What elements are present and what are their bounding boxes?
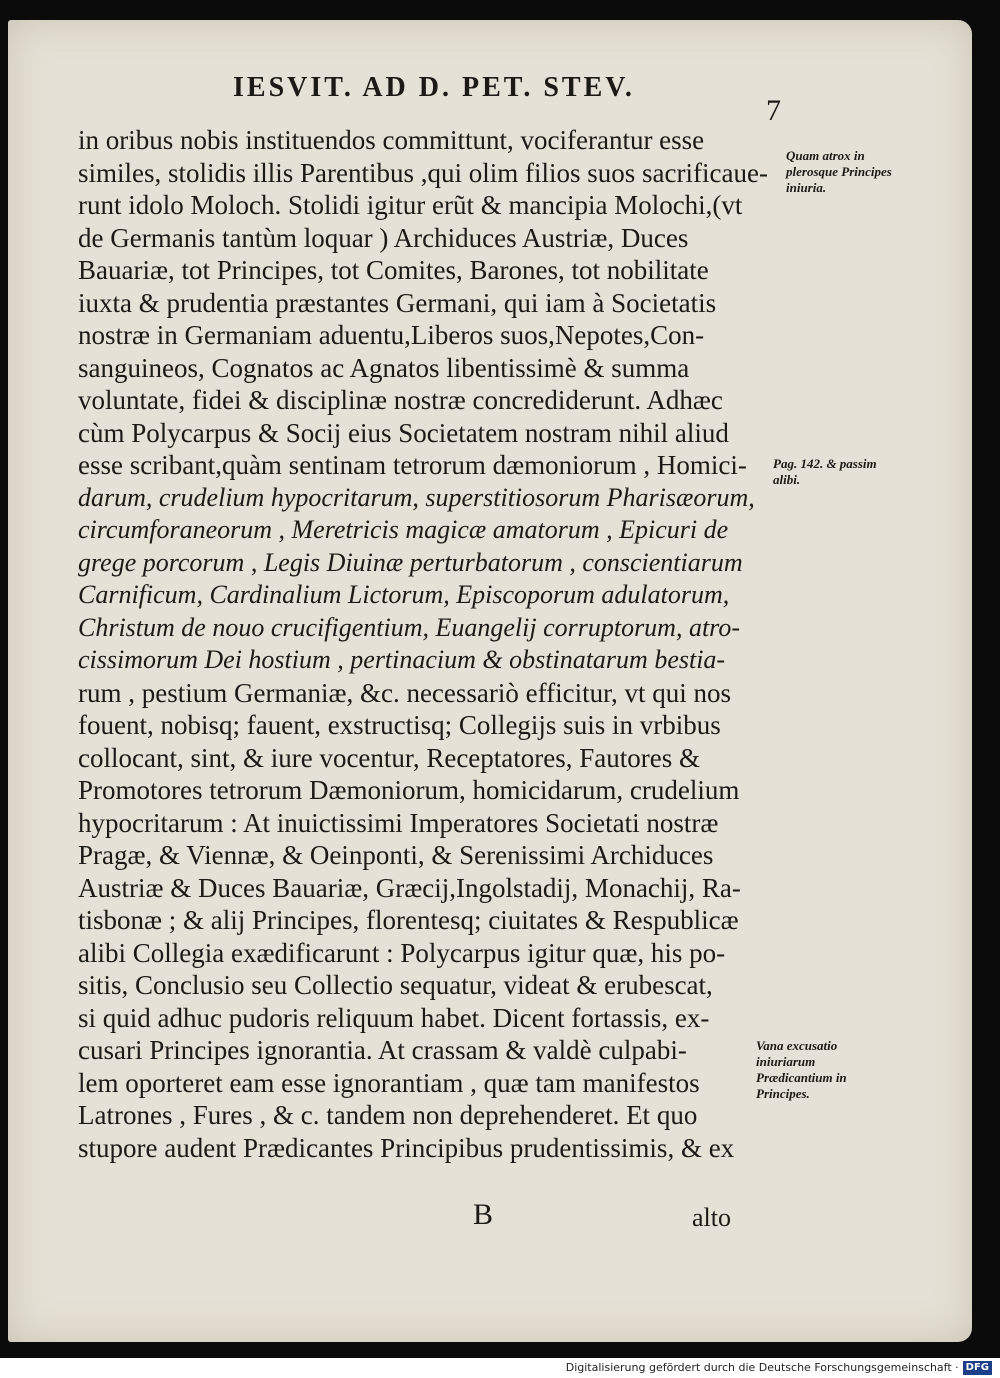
body-text xyxy=(78,124,778,1164)
text-line: Austriæ & Duces Bauariæ, Græcij,Ingolstadij, Monachij, Ra- xyxy=(78,872,741,903)
text-line: Latrones , Fures , & c. tandem non deprehenderet. Et quo xyxy=(78,1100,698,1130)
text-line: nostræ in Germaniam aduentu,Liberos suos,Nepotes,Con- xyxy=(78,320,705,350)
catchword: alto xyxy=(692,1203,731,1232)
margin-note: Pag. 142. & passim alibi. xyxy=(773,456,877,487)
dfg-logo: DFG xyxy=(963,1361,992,1375)
text-line: grege porcorum , Legis Diuinæ perturbatorum , conscientiarum xyxy=(78,547,743,577)
page-number: 7 xyxy=(766,94,781,127)
margin-note: Quam atrox in plerosque Principes iniuria. xyxy=(786,148,892,195)
text-line: Carnificum, Cardinalium Lictorum, Episcoporum adulatorum, xyxy=(78,580,730,609)
text-line: circumforaneorum , Meretricis magicæ amatorum , Epicuri de xyxy=(78,515,729,544)
text-line: tisbonæ ; & alij Principes, florentesq; ciuitates & Respublicæ xyxy=(78,905,739,935)
text-line: cusari Principes ignorantia. At crassam & valdè culpabi- xyxy=(78,1035,687,1065)
text-line: lem oporteret eam esse ignorantiam , quæ tam manifestos xyxy=(78,1067,700,1098)
text-line: collocant, sint, & iure vocentur, Receptatores, Fautores & xyxy=(78,742,700,773)
text-line: Pragæ, & Viennæ, & Oeinponti, & Serenissimi Archiduces xyxy=(78,840,714,870)
text-line: similes, stolidis illis Parentibus ,qui olim filios suos sacrificaue- xyxy=(78,157,768,188)
text-line: iuxta & prudentia præstantes Germani, qui iam à Societatis xyxy=(78,287,717,318)
text-line: Christum de nouo crucifigentium, Euangelij corruptorum, atro- xyxy=(78,612,740,642)
text-line: Bauariæ, tot Principes, tot Comites, Barones, tot nobilitate xyxy=(78,255,709,285)
text-line: si quid adhuc pudoris reliquum habet. Dicent fortassis, ex- xyxy=(78,1002,710,1033)
text-line: de Germanis tantùm loquar ) Archiduces Austriæ, Duces xyxy=(78,222,689,253)
text-line: rum , pestium Germaniæ, &c. necessariò efficitur, vt qui nos xyxy=(78,677,732,708)
text-line: sitis, Conclusio seu Collectio sequatur, videat & erubescat, xyxy=(78,970,713,1000)
text-line: Promotores tetrorum Dæmoniorum, homicidarum, crudelium xyxy=(78,775,740,805)
text-line: runt idolo Moloch. Stolidi igitur erũt & mancipia Molochi,(vt xyxy=(78,190,743,220)
text-line: sanguineos, Cognatos ac Agnatos libentissimè & summa xyxy=(78,352,690,383)
text-line: darum, crudelium hypocritarum, superstitiosorum Pharisæorum, xyxy=(78,482,755,512)
credit-text: Digitalisierung gefördert durch die Deutsche Forschungsgemeinschaft · xyxy=(565,1361,959,1374)
digitization-credit xyxy=(0,1358,1000,1378)
text-line: cissimorum Dei hostium , pertinacium & obstinatarum bestia- xyxy=(78,645,726,674)
signature-mark: B xyxy=(473,1198,494,1231)
text-line: alibi Collegia exædificarunt : Polycarpus igitur quæ, his po- xyxy=(78,937,726,968)
book-page xyxy=(8,20,972,1342)
text-line: hypocritarum : At inuictissimi Imperatores Societati nostræ xyxy=(78,807,719,838)
text-line: stupore audent Prædicantes Principibus prudentissimis, & ex xyxy=(78,1132,735,1163)
margin-note: Vana excusatio iniuriarum Prædicantium in Principes. xyxy=(756,1038,847,1101)
text-line: cùm Polycarpus & Socij eius Societatem nostram nihil aliud xyxy=(78,417,729,448)
text-line: voluntate, fidei & disciplinæ nostræ concrediderunt. Adhæc xyxy=(78,385,723,415)
text-line: in oribus nobis instituendos committunt, vociferantur esse xyxy=(78,125,705,155)
text-line: fouent, nobisq; fauent, exstructisq; Collegijs suis in vrbibus xyxy=(78,710,721,740)
running-head: IESVIT. AD D. PET. STEV. xyxy=(233,72,635,103)
text-line: esse scribant,quàm sentinam tetrorum dæmoniorum , Homici- xyxy=(78,450,747,480)
